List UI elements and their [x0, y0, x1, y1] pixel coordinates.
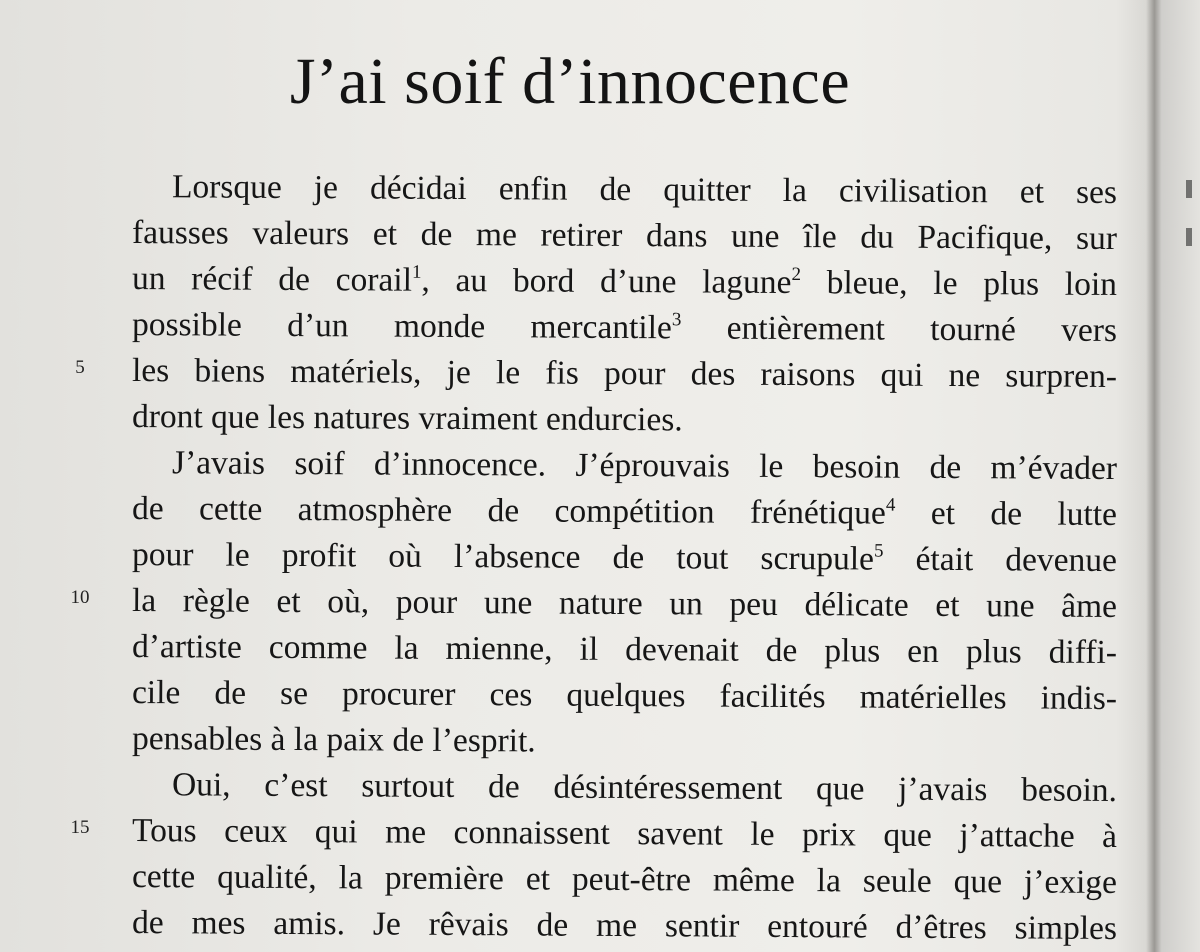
text-line: les biens matériels, je le fis pour des raisons qui ne surpren-	[131, 352, 1118, 396]
text-line: un récif de corail$^1$, au bord d’une lagune$^2$ bleue, le plus loin	[131, 260, 1118, 304]
line-number: 10	[70, 587, 90, 608]
footnote-ref: 2	[791, 264, 802, 286]
line-number: 15	[70, 817, 90, 838]
text-line: pensables à la paix de l’esprit.	[131, 720, 536, 760]
text-line: pour le profit où l’absence de tout scrupule$^5$ était devenue	[131, 536, 1118, 580]
text-line: possible d’un monde mercantile$^3$ entièrement tourné vers	[131, 306, 1118, 350]
text-line: fausses valeurs et de me retirer dans une île du Pacifique, sur	[131, 214, 1118, 258]
text-line: de cette atmosphère de compétition frénétique$^4$ et de lutte	[131, 490, 1118, 534]
footnote-ref: 5	[873, 540, 884, 562]
text-line: la règle et où, pour une nature un peu délicate et une âme	[131, 582, 1118, 626]
footnote-ref: 4	[885, 494, 896, 516]
text-line: J’avais soif d’innocence. J’éprouvais le besoin de m’évader	[171, 444, 1118, 488]
text-line: d’artiste comme la mienne, il devenait de plus en plus diffi-	[131, 628, 1118, 672]
text-line: de mes amis. Je rêvais de me sentir entouré d’êtres simples	[131, 904, 1118, 948]
text-line: dront que les natures vraiment endurcies.	[131, 398, 683, 439]
line-number: 5	[75, 357, 85, 378]
text-line: cile de se procurer ces quelques facilités matérielles indis-	[131, 674, 1118, 718]
next-page-edge-mark	[1186, 228, 1192, 246]
next-page-edge-mark	[1186, 180, 1192, 198]
text-line: Tous ceux qui me connaissent savent le prix que j’attache à	[131, 812, 1118, 856]
text-line: cette qualité, la première et peut-être même la seule que j’exige	[131, 858, 1118, 902]
text-line: Lorsque je décidai enfin de quitter la civilisation et ses	[171, 168, 1118, 212]
footnote-ref: 1	[411, 261, 422, 283]
page-title: J’ai soif d’innocence	[289, 45, 851, 118]
text-line: Oui, c’est surtout de désintéressement que j’avais besoin.	[171, 766, 1118, 810]
footnote-ref: 3	[671, 309, 682, 331]
